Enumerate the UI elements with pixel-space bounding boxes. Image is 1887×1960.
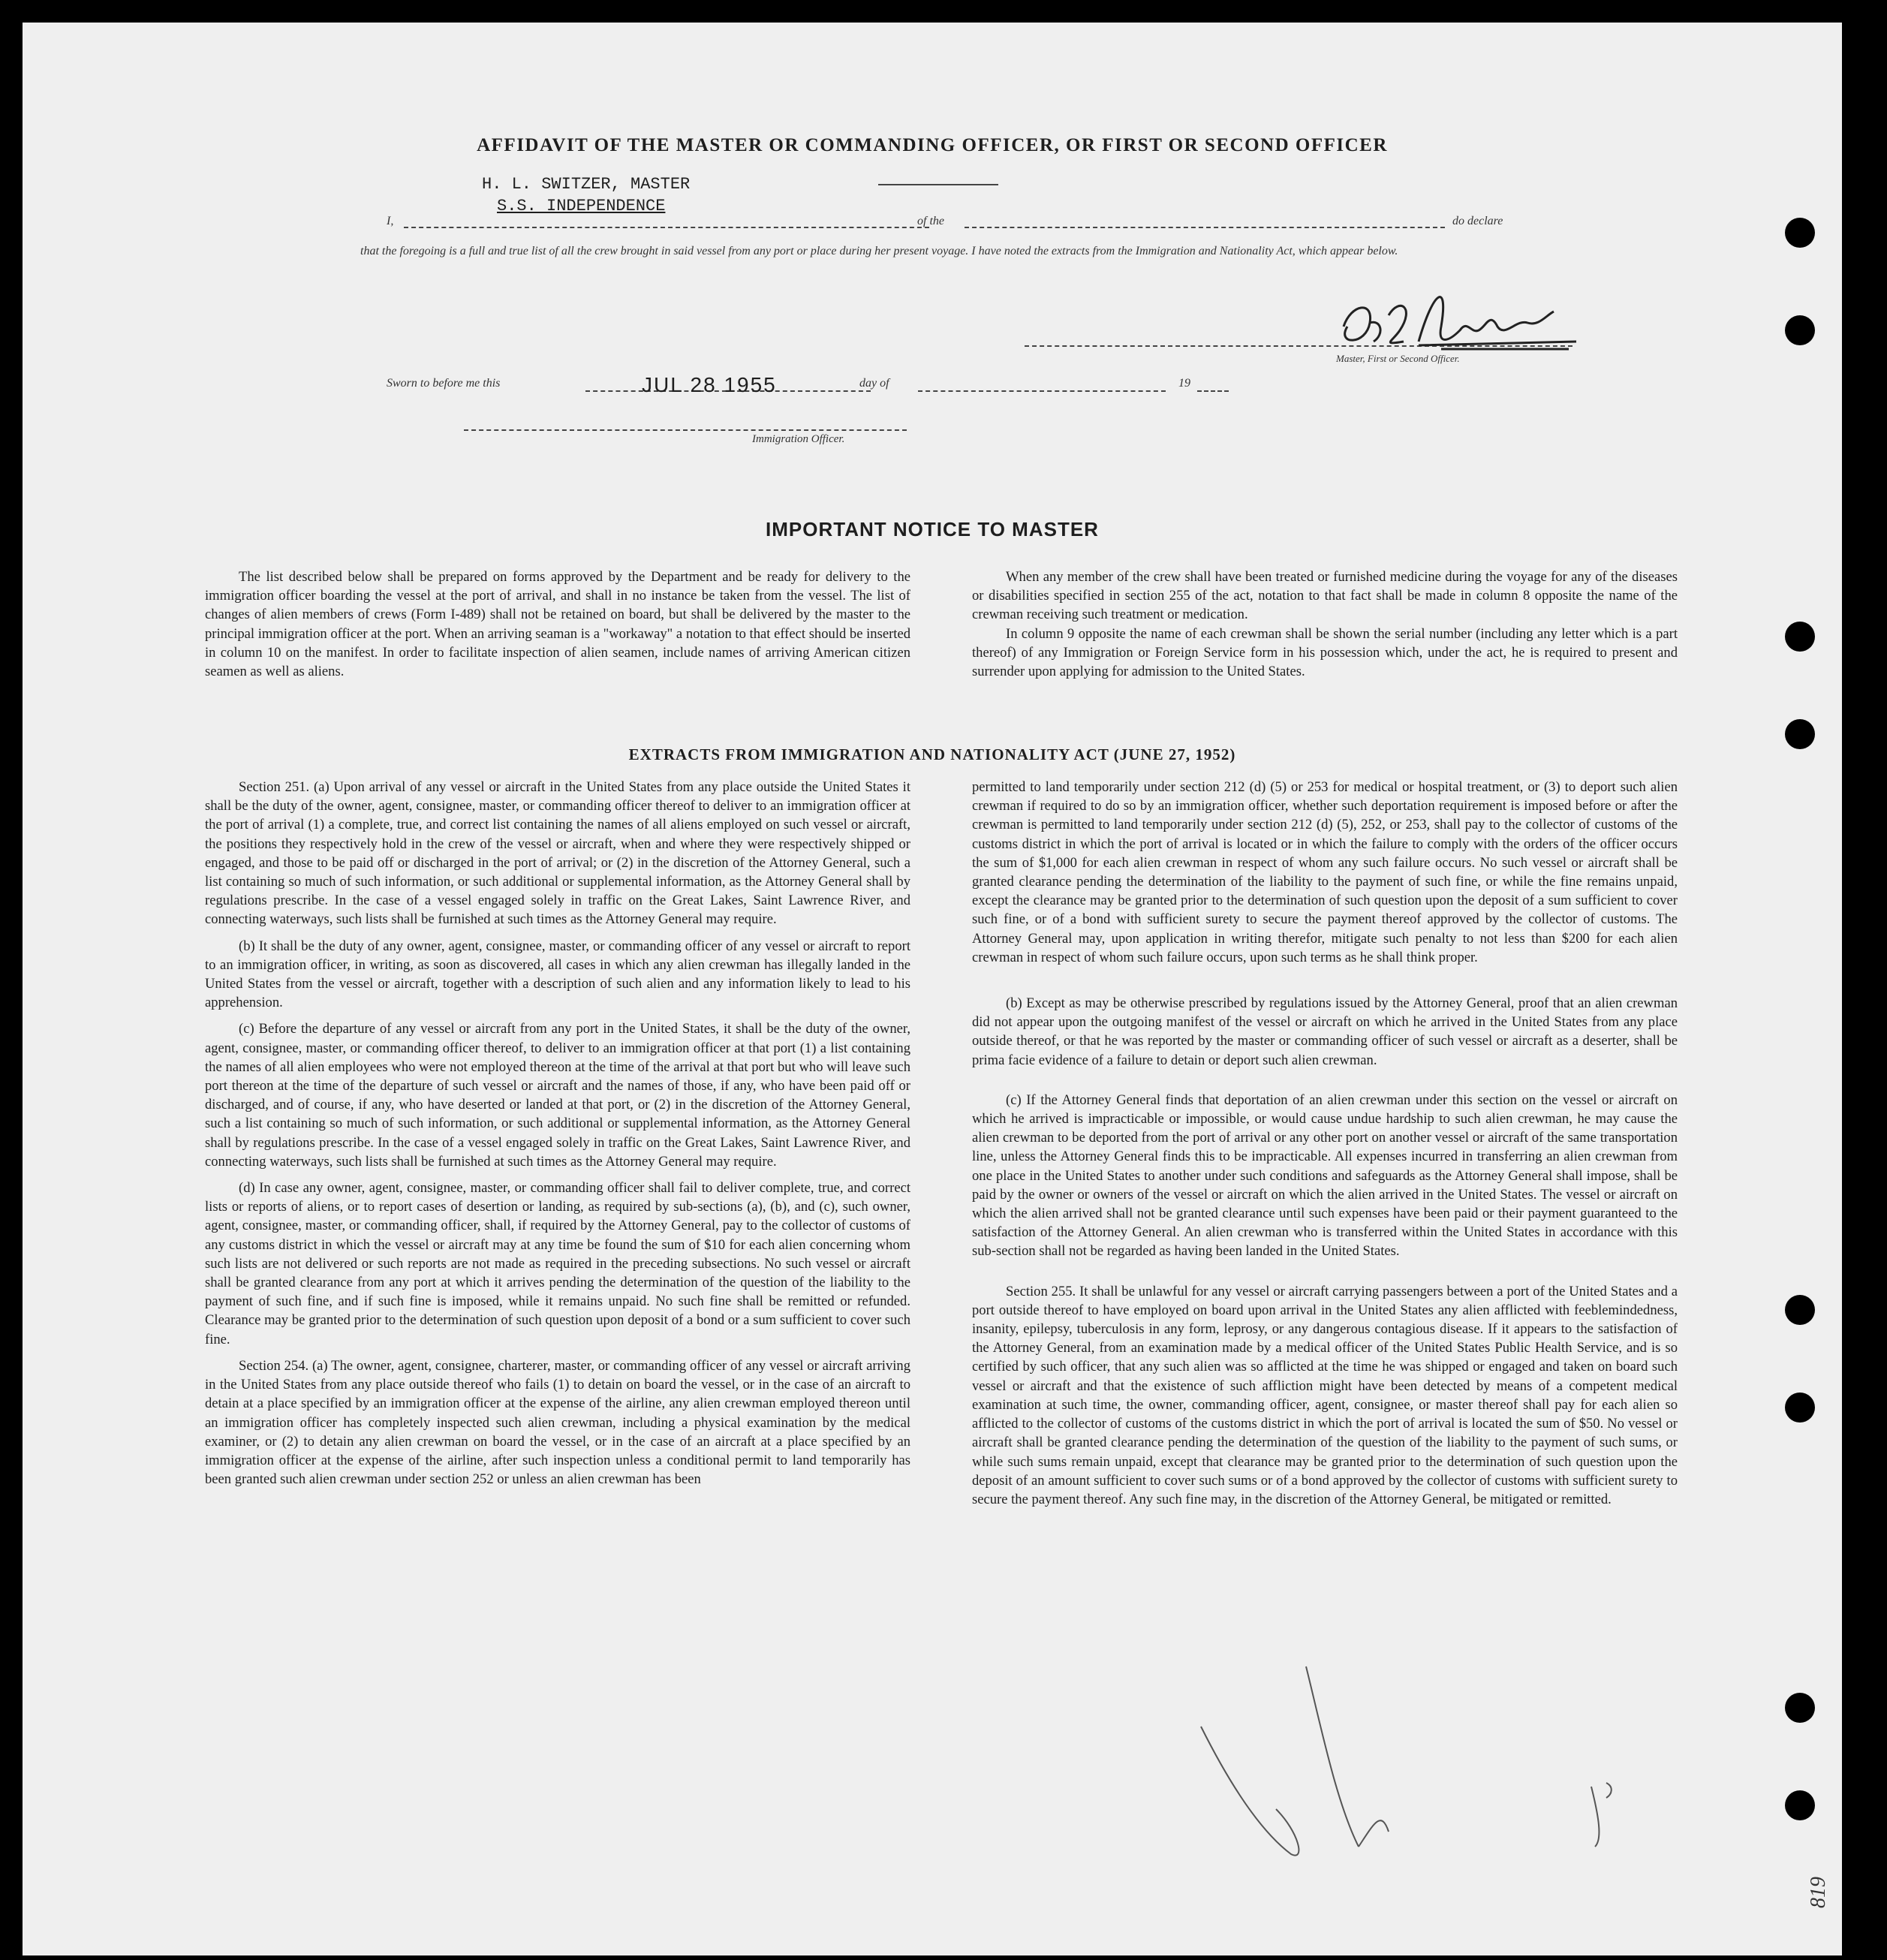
declare-line-prefix: I,	[387, 215, 394, 227]
do-declare-label: do declare	[1452, 215, 1503, 227]
section-254-a: Section 254. (a) The owner, agent, consignee, charterer, master, or commanding officer of any vessel or aircraft arriving in the United States from any place outside thereof who fails (1) to detain on board the vessel, or in the case of an aircraft to detain at a place specified by an immigration officer at the expense of the airline, any alien crewman employed thereon until an immigration officer has completely inspected such alien crewman, including a physical examination by the medical examiner, or (2) to detain any alien crewman on board the vessel, or in the case of an aircraft at a place specified by an immigration officer at the expense of the airline, after such inspection unless a conditional permit to land temporarily has been granted such alien crewman under section 252 or unless an alien crewman has been	[205, 1357, 910, 1488]
punch-hole-3	[1785, 622, 1815, 652]
section-251-c: (c) Before the departure of any vessel or aircraft from any port in the United States, it shall be the duty of the owner, agent, consignee, master, or commanding officer thereof, to deliver to an immigration officer at that port (1) a list containing the names of all alien employees who were not employed thereon at the time of the arrival at that port but who will leave such port thereon at the time of the departure of such vessel or aircraft and the names of those, if any, who have been paid off or discharged, and of course, if any, who have deserted or landed at that port, or (2) in the discretion of the Attorney General, such a list containing so much of such information, or such additional or supplemental information, as the Attorney General shall by regulations prescribe. In the case of a vessel engaged solely in traffic on the Great Lakes, Saint Lawrence River, and connecting waterways, such lists shall be furnished at such times as the Attorney General may require.	[205, 1021, 910, 1170]
notice-left-column	[205, 568, 910, 688]
year-blank	[1197, 390, 1229, 392]
section-251-d: (d) In case any owner, agent, consignee, master, or commanding officer shall fail to deliver complete, true, and correct lists or reports of aliens, or to report cases of desertion or landing, as required by sub-sections (a), (b), and (c), such owner, agent, consignee, master, or commanding officer, shall, if required by the Attorney General, pay to the collector of customs of any customs district in which the vessel or aircraft may at any time be found the sum of $10 for each alien concerning whom such lists are not delivered or such reports are not made as required in the preceding subsections. No such vessel or aircraft shall be granted clearance from any port at which it arrives pending the determination of the question of the liability to the payment of such fine, and if such fine is imposed, while it remains unpaid. No such fine shall be remitted or refunded. Clearance may be granted prior to the determination of such question upon deposit of a bond or a sum sufficient to cover such fine.	[205, 1180, 910, 1347]
section-255: Section 255. It shall be unlawful for any vessel or aircraft carrying passengers between a port of the United States and a port outside thereof to have employed on board upon arrival in the United States any alien afflicted with feeblemindedness, insanity, epilepsy, tuberculosis in any form, leprosy, or any dangerous contagious disease. If it appears to the satisfaction of the Attorney General, from an examination made by a medical officer of the United States Public Health Service, and is so certified by such officer, that any such alien was so afflicted at the time he was shipped or engaged and taken on board such vessel or aircraft and that the existence of such affliction might have been detected by means of a competent medical examination at such time, the owner, commanding officer, agent, consignee, or master thereof shall pay for each alien so afflicted to the collector of customs of the customs district in which the port of arrival is located the sum of $50. No vessel or aircraft shall be granted clearance pending the determination of the question of the liability to the payment of such sums, or while such sums remain unpaid, except that clearance may be granted prior to the determination of such question upon the deposit of an amount sufficient to cover such sums or of a bond approved by the collector of customs with sufficient surety to secure the payment thereof. Any such fine may, in the discretion of the Attorney General, be mitigated or remitted.	[972, 1283, 1678, 1507]
officer-caption: Immigration Officer.	[752, 433, 845, 445]
extracts-heading: EXTRACTS FROM IMMIGRATION AND NATIONALITY ACT (JUNE 27, 1952)	[628, 745, 1236, 763]
extracts-right-column	[972, 778, 1678, 1516]
extracts-left-column	[205, 778, 910, 1496]
section-251-b: (b) It shall be the duty of any owner, agent, consignee, master, or commanding officer of any vessel or aircraft to report to an immigration officer, in writing, as soon as discovered, all cases in which any alien crewman has illegally landed in the United States from the vessel or aircraft, together with a description of such alien and any information likely to lead to his apprehension.	[205, 938, 910, 1011]
typed-master-name: H. L. SWITZER, MASTER	[482, 175, 691, 194]
sworn-label: Sworn to before me this	[387, 377, 501, 390]
margin-page-number: 819	[1807, 1877, 1830, 1908]
pencil-marks	[1111, 1636, 1651, 1884]
month-blank	[918, 390, 1166, 392]
signature-caption: Master, First or Second Officer.	[1336, 353, 1460, 364]
section-254-b: (b) Except as may be otherwise prescribed by regulations issued by the Attorney General, proof that an alien crewman did not appear upon the outgoing manifest of the vessel or aircraft on which he arrived in the United States from any place outside thereof, or that he was reported by the master or commanding officer of such vessel or aircraft as a deserter, shall be prima facie evidence of a failure to detain or deport such alien crewman.	[972, 995, 1678, 1068]
affidavit-heading: AFFIDAVIT OF THE MASTER OR COMMANDING OFFICER, OR FIRST OR SECOND OFFICER	[477, 135, 1388, 155]
punch-hole-6	[1785, 1392, 1815, 1423]
vessel-blank	[965, 227, 1445, 228]
name-blank	[404, 227, 929, 228]
punch-hole-7	[1785, 1693, 1815, 1723]
section-254-a-continued: permitted to land temporarily under section 212 (d) (5) or 253 for medical or hospital treatment, or (3) to deport such alien crewman if required to do so by an immigration officer, whether such deportation requirement is imposed before or after the crewman is permitted to land temporarily under section 212 (d) (5), 252, or 253, shall pay to the collector of customs of the customs district in which the port of arrival is located or in which the failure to comply with the orders of the officer occurs the sum of $1,000 for each alien crewman in respect of whom any such failure occurs. No such vessel or aircraft shall be granted clearance pending the determination of the liability to the payment of such fine, or while the fine remains unpaid, except the clearance may be granted prior to the determination of such question upon the deposit of a sum sufficient to cover such fine, or of a bond with sufficient surety to secure the payment thereof approved by the collector of customs. The Attorney General may, upon application in writing therefor, mitigate such penalty to not less than $200 for each alien crewman in respect of whom such failure occurs, upon such terms as he shall think proper.	[972, 779, 1678, 965]
notice-right-paragraph-2: In column 9 opposite the name of each crewman shall be shown the serial number (including any letter which is a part thereof) of any Immigration or Foreign Service form in his possession which, under the act, he is required to present and surrender upon applying for admission to the United States.	[972, 625, 1678, 680]
section-251-a: Section 251. (a) Upon arrival of any vessel or aircraft in the United States from any place outside the United States it shall be the duty of the owner, agent, consignee, master, or commanding officer thereof to deliver to an immigration officer at the port of arrival (1) a complete, true, and correct list containing the names of all aliens employed on such vessel or aircraft, the positions they respectively hold in the crew of the vessel or aircraft, when and where they were respectively shipped or engaged, and those to be paid off or discharged in the port of arrival; or (2) in the discretion of the Attorney General, such a list containing so much of such information, or such additional or supplemental information, as the Attorney General shall by regulations prescribe. In the case of a vessel engaged solely in traffic on the Great Lakes, Saint Lawrence River, and connecting waterways, such lists shall be furnished at such times as the Attorney General may require.	[205, 779, 910, 928]
notice-right-paragraph-1: When any member of the crew shall have been treated or furnished medicine during the voyage for any of the diseases or disabilities specified in section 255 of the act, notation to that fact shall be made in column 8 opposite the name of the crewman receiving such treatment or medication.	[972, 569, 1678, 623]
day-of-label: day of	[859, 377, 889, 390]
punch-hole-1	[1785, 218, 1815, 248]
typed-vessel-name: S.S. INDEPENDENCE	[497, 197, 666, 215]
sworn-date-stamp: JUL 28 1955	[642, 373, 777, 396]
heading-rule	[878, 184, 998, 185]
punch-hole-2	[1785, 315, 1815, 345]
punch-hole-5	[1785, 1295, 1815, 1325]
notice-left-paragraph: The list described below shall be prepared on forms approved by the Department and be ready for delivery to the immigration officer boarding the vessel at the port of arrival, and shall in no instance be taken from the vessel. The list of changes of alien members of crews (Form I-489) shall not be retained on board, but shall be delivered by the master to the principal immigration officer at the port. When an arriving seaman is a "workaway" a notation to that effect should be inserted in column 10 on the manifest. In order to facilitate inspection of alien seamen, include names of arriving American citizen seamen as well as aliens.	[205, 569, 910, 680]
of-the-label: of the	[917, 215, 944, 227]
notice-heading: IMPORTANT NOTICE TO MASTER	[766, 518, 1099, 540]
section-254-c: (c) If the Attorney General finds that deportation of an alien crewman under this section on the vessel or aircraft on which he arrived is impracticable or impossible, or would cause undue hardship to such alien crewman, he may cause the alien crewman to be deported from the port of arrival or any other port on another vessel or aircraft of the same transportation line, unless the Attorney General finds this to be impracticable. All expenses incurred in transferring an alien crewman from one place in the United States to another under such conditions and safeguards as the Attorney General shall impose, shall be paid by the owner or owners of the vessel or aircraft on which the alien arrived in the United States. The vessel or aircraft on which the alien arrived shall not be granted clearance until such expenses have been paid or their payment guaranteed to the satisfaction of the Attorney General. An alien crewman who is transferred within the United States in accordance with this sub-section shall not be regarded as having been landed in the United States.	[972, 1091, 1678, 1260]
year-label: 19	[1178, 377, 1190, 390]
punch-hole-4	[1785, 719, 1815, 749]
document-page	[23, 23, 1842, 1955]
notice-right-column	[972, 568, 1678, 688]
affidavit-body: that the foregoing is a full and true list of all the crew brought in said vessel from any port or place during her present voyage. I have noted the extracts from the Immigration and Nationality Act, which appear below.	[360, 245, 1398, 257]
officer-signature-line	[464, 429, 907, 431]
punch-hole-8	[1785, 1790, 1815, 1820]
